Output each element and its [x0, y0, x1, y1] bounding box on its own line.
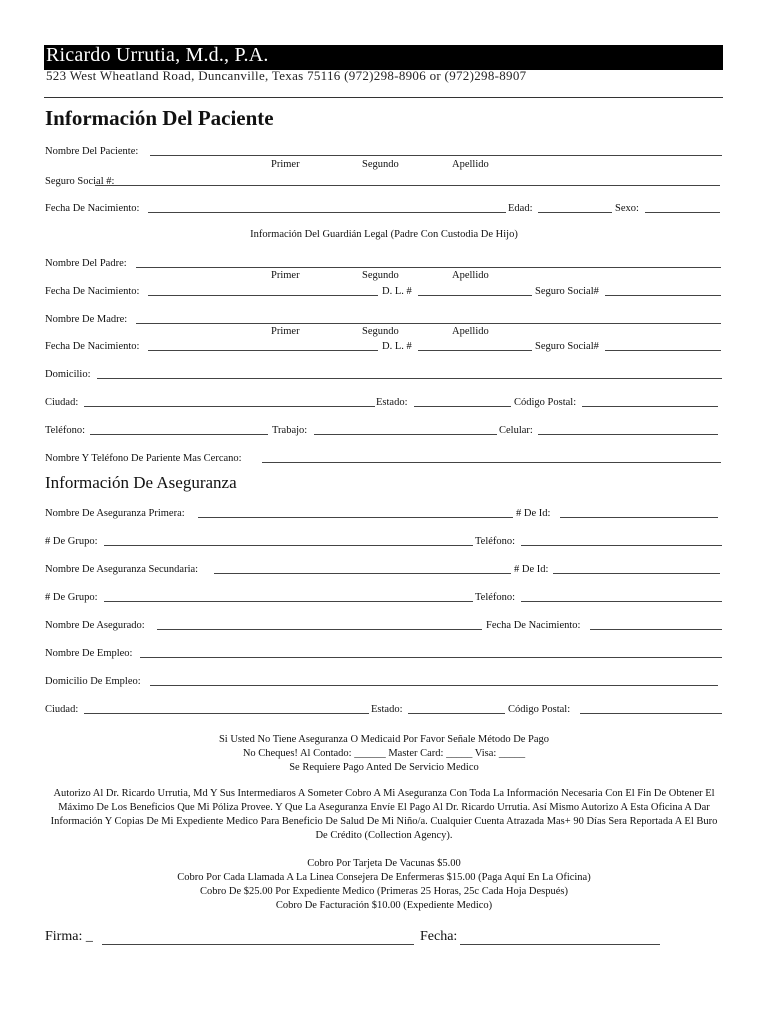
mother-dob-field[interactable] — [148, 350, 378, 351]
insurance-section-title: Información De Aseguranza — [45, 473, 237, 492]
father-dl-field[interactable] — [418, 295, 532, 296]
date-field[interactable] — [460, 944, 660, 945]
fee-item: Cobro De $25.00 Por Expediente Medico (Primeras 25 Horas, 25c Cada Hoja Después) — [200, 886, 568, 897]
father-ssn-label: Seguro Social# — [535, 286, 599, 297]
mother-dl-label: D. L. # — [382, 341, 412, 352]
patient-section-title: Información Del Paciente — [45, 106, 274, 130]
secondary-insurance-label: Nombre De Aseguranza Secundaria: — [45, 564, 199, 575]
employer-address-label: Domicilio De Empleo: — [45, 676, 141, 687]
insured-dob-field[interactable] — [590, 629, 722, 630]
primary-group-label: # De Grupo: — [45, 536, 98, 547]
patient-ssn-field[interactable] — [95, 185, 720, 186]
employer-zip-field[interactable] — [580, 713, 722, 714]
primary-insurance-phone-field[interactable] — [521, 545, 722, 546]
city-field[interactable] — [84, 406, 375, 407]
work-phone-label: Trabajo: — [272, 425, 308, 436]
practice-address: 523 West Wheatland Road, Duncanville, Texas 75116 (972)298-8906 or (972)298-8907 — [46, 68, 527, 83]
phone-field[interactable] — [90, 434, 268, 435]
employer-zip-label: Código Postal: — [508, 704, 571, 715]
patient-name-field[interactable] — [150, 155, 722, 156]
cell-phone-label: Celular: — [499, 425, 533, 436]
father-ssn-field[interactable] — [605, 295, 721, 296]
primary-id-label: # De Id: — [516, 508, 551, 519]
secondary-insurance-field[interactable] — [214, 573, 511, 574]
secondary-insurance-phone-label: Teléfono: — [475, 592, 516, 603]
mother-dob-label: Fecha De Nacimiento: — [45, 341, 140, 352]
authorization-paragraph: Autorizo Al Dr. Ricardo Urrutia, Md Y Sus Intermediaros A Someter Cobro A Mi Aseguranza Con Toda La Información Necesaria Con El Fin De Obtener El Máximo De Los Beneficios Que Mi Póliza Provee. Y Que La Aseguranza Envíe El Pago Al Dr. Ricardo Urrutia. Así Mismo Autorizo A Esta Oficina A Dar Información Y Copias De Mi Expediente Medico Para Beneficio De Salud De Mi Niño/a. Cualquier Cuenta Atrazada Mas+ 90 Días Sera Reportada A El Buro De Crédito (Collection Agency). — [50, 788, 718, 841]
patient-sex-label: Sexo: — [615, 203, 639, 214]
secondary-insurance-phone-field[interactable] — [521, 601, 722, 602]
patient-dob-label: Fecha De Nacimiento: — [45, 203, 140, 214]
name-part-second: Segundo — [362, 159, 399, 170]
zip-label: Código Postal: — [514, 397, 577, 408]
secondary-group-field[interactable] — [104, 601, 473, 602]
fee-item: Cobro De Facturación $10.00 (Expediente Medico) — [275, 900, 493, 911]
employer-city-label: Ciudad: — [45, 704, 79, 715]
mother-name-part-last: Apellido — [452, 326, 489, 337]
signature-field[interactable] — [102, 944, 414, 945]
fee-item: Cobro Por Cada Llamada A La Linea Consejera De Enfermeras $15.00 (Paga Aquí En La Oficina) — [177, 872, 591, 883]
guardian-heading: Información Del Guardián Legal (Padre Con Custodia De Hijo) — [250, 229, 518, 240]
phone-label: Teléfono: — [45, 425, 86, 436]
zip-field[interactable] — [582, 406, 718, 407]
address-field[interactable] — [97, 378, 722, 379]
father-dl-label: D. L. # — [382, 286, 412, 297]
primary-insurance-label: Nombre De Aseguranza Primera: — [45, 508, 185, 519]
father-name-part-second: Segundo — [362, 270, 399, 281]
mother-dl-field[interactable] — [418, 350, 532, 351]
signature-label: Firma: _ — [45, 929, 93, 944]
practice-name: Ricardo Urrutia, M.d., P.A. — [46, 44, 269, 66]
mother-ssn-field[interactable] — [605, 350, 721, 351]
secondary-id-label: # De Id: — [514, 564, 549, 575]
employer-name-label: Nombre De Empleo: — [45, 648, 133, 659]
patient-ssn-label: Seguro Social #: — [45, 176, 115, 187]
patient-name-label: Nombre Del Paciente: — [45, 146, 139, 157]
patient-dob-field[interactable] — [148, 212, 506, 213]
father-name-field[interactable] — [136, 267, 721, 268]
payment-options-line: No Cheques! Al Contado: ______ Master Card: _____ Visa: _____ — [242, 748, 526, 759]
mother-name-part-first: Primer — [271, 326, 300, 337]
fee-item: Cobro Por Tarjeta De Vacunas $5.00 — [307, 858, 461, 869]
father-name-part-last: Apellido — [452, 270, 489, 281]
state-label: Estado: — [376, 397, 408, 408]
employer-state-field[interactable] — [408, 713, 505, 714]
patient-age-field[interactable] — [538, 212, 612, 213]
nearest-relative-label: Nombre Y Teléfono De Pariente Mas Cercano: — [45, 453, 242, 464]
payment-method-line: Si Usted No Tiene Aseguranza O Medicaid Por Favor Señale Método De Pago — [218, 734, 550, 745]
employer-state-label: Estado: — [371, 704, 403, 715]
cell-phone-field[interactable] — [538, 434, 718, 435]
address-label: Domicilio: — [45, 369, 91, 380]
insured-name-field[interactable] — [157, 629, 482, 630]
employer-name-field[interactable] — [140, 657, 722, 658]
state-field[interactable] — [414, 406, 511, 407]
date-label: Fecha: — [420, 929, 458, 944]
mother-name-label: Nombre De Madre: — [45, 314, 128, 325]
secondary-id-field[interactable] — [553, 573, 720, 574]
name-part-first: Primer — [271, 159, 300, 170]
payment-required-line: Se Requiere Pago Anted De Servicio Medico — [289, 762, 479, 773]
patient-age-label: Edad: — [508, 203, 533, 214]
name-part-last: Apellido — [452, 159, 489, 170]
secondary-group-label: # De Grupo: — [45, 592, 98, 603]
nearest-relative-field[interactable] — [262, 462, 721, 463]
employer-city-field[interactable] — [84, 713, 369, 714]
mother-name-part-second: Segundo — [362, 326, 399, 337]
mother-name-field[interactable] — [136, 323, 721, 324]
primary-id-field[interactable] — [560, 517, 718, 518]
father-dob-label: Fecha De Nacimiento: — [45, 286, 140, 297]
insured-dob-label: Fecha De Nacimiento: — [486, 620, 581, 631]
patient-sex-field[interactable] — [645, 212, 720, 213]
father-dob-field[interactable] — [148, 295, 378, 296]
primary-group-field[interactable] — [104, 545, 473, 546]
primary-insurance-phone-label: Teléfono: — [475, 536, 516, 547]
header-divider — [44, 97, 723, 98]
city-label: Ciudad: — [45, 397, 79, 408]
employer-address-field[interactable] — [150, 685, 718, 686]
work-phone-field[interactable] — [314, 434, 497, 435]
father-name-label: Nombre Del Padre: — [45, 258, 127, 269]
insured-name-label: Nombre De Asegurado: — [45, 620, 145, 631]
mother-ssn-label: Seguro Social# — [535, 341, 599, 352]
father-name-part-first: Primer — [271, 270, 300, 281]
primary-insurance-field[interactable] — [198, 517, 513, 518]
